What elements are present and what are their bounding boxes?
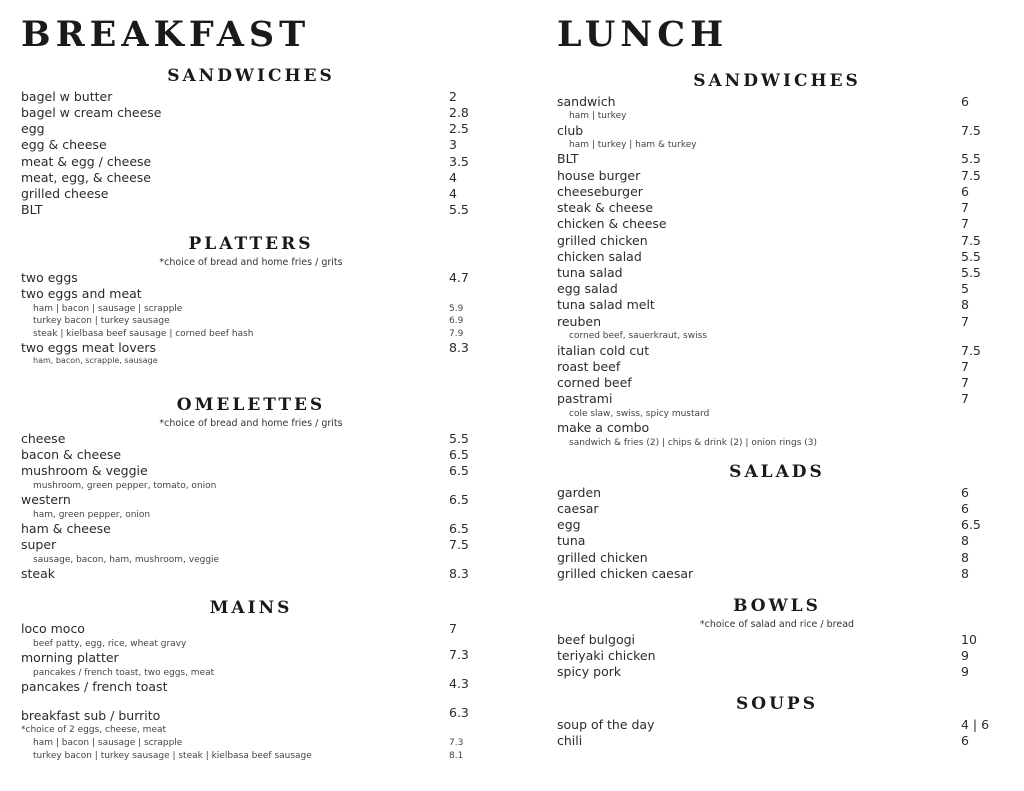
menu-item: chili 6 xyxy=(557,733,969,748)
menu-item: loco moco 7 xyxy=(21,621,457,636)
menu-item-desc: ham, bacon, scrapple, sausage xyxy=(33,356,158,365)
menu-item-desc: corned beef, sauerkraut, swiss xyxy=(569,331,707,341)
menu-item: BLT 5.5 xyxy=(557,151,981,166)
platters-note: *choice of bread and home fries / grits xyxy=(159,257,343,268)
menu-item: breakfast sub / burrito xyxy=(21,708,161,723)
menu-item: reuben 7 xyxy=(557,314,969,329)
menu-item: grilled cheese 4 xyxy=(21,186,457,201)
menu-item: two eggs and meat xyxy=(21,286,142,301)
breakfast-sandwiches-heading: SANDWICHES xyxy=(167,66,335,86)
menu-item: soup of the day 4 | 6 xyxy=(557,717,990,732)
omelettes-note: *choice of bread and home fries / grits xyxy=(159,418,343,429)
menu-item-desc: pancakes / french toast, two eggs, meat xyxy=(33,668,215,678)
lunch-title: LUNCH xyxy=(557,14,729,55)
bowls-note: *choice of salad and rice / bread xyxy=(699,619,855,630)
menu-item-option: ham | bacon | sausage | scrapple 5.9 xyxy=(33,304,464,314)
menu-item: egg salad 5 xyxy=(557,281,969,296)
menu-item: egg 2.5 xyxy=(21,121,469,136)
menu-item: mushroom & veggie 6.5 xyxy=(21,463,469,478)
menu-item: western 6.5 xyxy=(21,492,469,507)
mains-heading: MAINS xyxy=(209,598,293,618)
menu-item: caesar 6 xyxy=(557,501,969,516)
menu-item: grilled chicken 8 xyxy=(557,550,969,565)
menu-item-desc: sausage, bacon, ham, mushroom, veggie xyxy=(33,555,220,565)
menu-item: bagel w butter 2 xyxy=(21,89,457,104)
menu-item: grilled chicken 7.5 xyxy=(557,233,981,248)
menu-item: club 7.5 xyxy=(557,123,981,138)
menu-item: morning platter xyxy=(21,650,119,665)
menu-item: bagel w cream cheese 2.8 xyxy=(21,105,469,120)
salads-heading: SALADS xyxy=(729,462,825,482)
menu-item: chicken & cheese 7 xyxy=(557,216,969,231)
menu-item: pastrami 7 xyxy=(557,391,969,406)
menu-item: super 7.5 xyxy=(21,537,469,552)
menu-item: tuna salad melt 8 xyxy=(557,297,969,312)
breakfast-title: BREAKFAST xyxy=(21,14,311,55)
menu-item: sandwich 6 xyxy=(557,94,969,109)
menu-item: cheese 5.5 xyxy=(21,431,469,446)
menu-item: bacon & cheese 6.5 xyxy=(21,447,469,462)
sub-note: *choice of 2 eggs, cheese, meat xyxy=(21,725,167,735)
menu-item-desc: ham | turkey | ham & turkey xyxy=(569,140,697,150)
menu-item: beef bulgogi 10 xyxy=(557,632,977,647)
menu-item-desc: ham | turkey xyxy=(569,111,627,121)
menu-item: grilled chicken caesar 8 xyxy=(557,566,969,581)
menu-item-option: turkey bacon | turkey sausage 6.9 xyxy=(33,316,464,326)
menu-item: ham & cheese 6.5 xyxy=(21,521,469,536)
menu-item: egg & cheese 3 xyxy=(21,137,457,152)
menu-item: BLT 5.5 xyxy=(21,202,469,217)
menu-item: meat & egg / cheese 3.5 xyxy=(21,154,469,169)
menu-item: chicken salad 5.5 xyxy=(557,249,981,264)
platters-heading: PLATTERS xyxy=(188,234,314,254)
bowls-heading: BOWLS xyxy=(733,596,821,616)
menu-item: roast beef 7 xyxy=(557,359,969,374)
menu-item-desc: cole slaw, swiss, spicy mustard xyxy=(569,409,710,419)
menu-item: steak 8.3 xyxy=(21,566,469,581)
menu-item: corned beef 7 xyxy=(557,375,969,390)
menu-item-desc: mushroom, green pepper, tomato, onion xyxy=(33,481,217,491)
menu-item: pancakes / french toast xyxy=(21,679,168,694)
omelettes-heading: OMELETTES xyxy=(176,395,326,415)
menu-item: make a combo xyxy=(557,420,650,435)
menu-item-price: 7.3 xyxy=(449,647,469,662)
menu-item: italian cold cut 7.5 xyxy=(557,343,981,358)
menu-item: teriyaki chicken 9 xyxy=(557,648,969,663)
menu-item: cheeseburger 6 xyxy=(557,184,969,199)
menu-item-desc: ham, green pepper, onion xyxy=(33,510,151,520)
menu-item-price: 4.3 xyxy=(449,676,469,691)
menu-item: spicy pork 9 xyxy=(557,664,969,679)
menu-item: tuna salad 5.5 xyxy=(557,265,981,280)
menu-item-option: steak | kielbasa beef sausage | corned beef hash 7.9 xyxy=(33,329,464,339)
lunch-sandwiches-heading: SANDWICHES xyxy=(693,71,861,91)
menu-item-option: turkey bacon | turkey sausage | steak | kielbasa beef sausage 8.1 xyxy=(33,751,464,761)
menu-item: meat, egg, & cheese 4 xyxy=(21,170,457,185)
menu-item: house burger 7.5 xyxy=(557,168,981,183)
menu-item: steak & cheese 7 xyxy=(557,200,969,215)
soups-heading: SOUPS xyxy=(736,694,818,714)
menu-item-desc: sandwich & fries (2) | chips & drink (2) | onion rings (3) xyxy=(569,438,818,448)
menu-item-price: 6.3 xyxy=(449,705,469,720)
menu-item: two eggs 4.7 xyxy=(21,270,469,285)
menu-item-option: ham | bacon | sausage | scrapple 7.3 xyxy=(33,738,464,748)
menu-item: garden 6 xyxy=(557,485,969,500)
menu-item: tuna 8 xyxy=(557,533,969,548)
menu-item-desc: beef patty, egg, rice, wheat gravy xyxy=(33,639,187,649)
menu-item: egg 6.5 xyxy=(557,517,981,532)
menu-item: two eggs meat lovers 8.3 xyxy=(21,340,469,355)
